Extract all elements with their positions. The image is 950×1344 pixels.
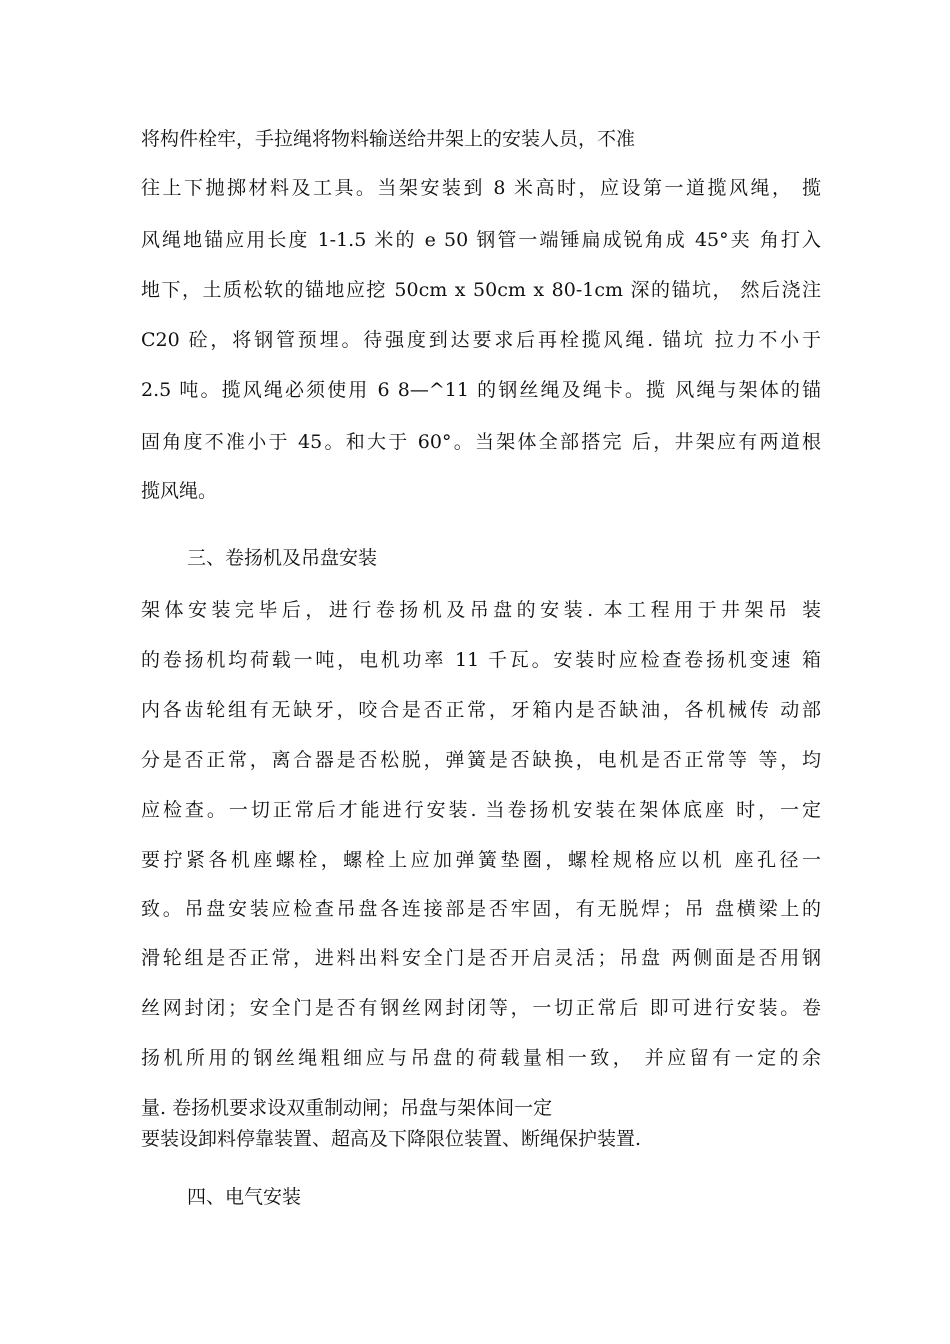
paragraph-line: 内各齿轮组有无缺牙，咬合是否正常，牙箱内是否缺油，各机械传 动部 bbox=[141, 699, 821, 721]
paragraph-line: 致。吊盘安装应检查吊盘各连接部是否牢固，有无脱焊；吊 盘横梁上的 bbox=[141, 898, 821, 920]
paragraph-line: 滑轮组是否正常，进料出料安全门是否开启灵活；吊盘 两侧面是否用钢 bbox=[141, 947, 821, 969]
paragraph-line: 应检查。一切正常后才能进行安装. 当卷扬机安装在架体底座 时，一定 bbox=[141, 799, 821, 821]
paragraph-line: C20 砼，将钢管预埋。待强度到达要求后再栓揽风绳. 锚坑 拉力不小于 bbox=[141, 329, 821, 351]
paragraph-line: 分是否正常，离合器是否松脱，弹簧是否缺换，电机是否正常等 等，均 bbox=[141, 749, 821, 771]
paragraph-line: 往上下抛掷材料及工具。当架安装到 8 米高时，应设第一道揽风绳， 揽 bbox=[141, 177, 821, 199]
paragraph-line: 将构件栓牢，手拉绳将物料输送给井架上的安装人员，不准 bbox=[141, 128, 636, 150]
paragraph-line: 2.5 吨。揽风绳必须使用 6 8—^11 的钢丝绳及绳卡。揽 风绳与架体的锚 bbox=[141, 379, 821, 401]
paragraph-line: 的卷扬机均荷载一吨，电机功率 11 千瓦。安装时应检查卷扬机变速 箱 bbox=[141, 649, 821, 671]
paragraph-line: 揽风绳。 bbox=[141, 480, 218, 502]
paragraph-line: 地下，土质松软的锚地应挖 50cm x 50cm x 80-1cm 深的锚坑， 然后浇注 bbox=[141, 279, 821, 301]
paragraph-line: 风绳地锚应用长度 1-1.5 米的 e 50 钢管一端锤扁成锐角成 45°夹 角打入 bbox=[141, 229, 821, 251]
paragraph-line: 丝网封闭；安全门是否有钢丝网封闭等，一切正常后 即可进行安装。卷 bbox=[141, 997, 821, 1019]
paragraph-line: 量. 卷扬机要求设双重制动闸；吊盘与架体间一定 bbox=[141, 1097, 553, 1119]
section-heading: 四、电气安装 bbox=[187, 1186, 302, 1208]
section-heading: 三、卷扬机及吊盘安装 bbox=[187, 547, 378, 569]
paragraph-line: 架体安装完毕后，进行卷扬机及吊盘的安装. 本工程用于井架吊 装 bbox=[141, 599, 821, 621]
paragraph-line: 固角度不准小于 45。和大于 60°。当架体全部搭完 后，井架应有两道根 bbox=[141, 431, 821, 453]
paragraph-line: 要装设卸料停靠装置、超高及下降限位装置、断绳保护装置. bbox=[141, 1128, 642, 1150]
paragraph-line: 要拧紧各机座螺栓，螺栓上应加弹簧垫圈，螺栓规格应以机 座孔径一 bbox=[141, 849, 821, 871]
paragraph-line: 扬机所用的钢丝绳粗细应与吊盘的荷载量相一致， 并应留有一定的余 bbox=[141, 1047, 821, 1069]
